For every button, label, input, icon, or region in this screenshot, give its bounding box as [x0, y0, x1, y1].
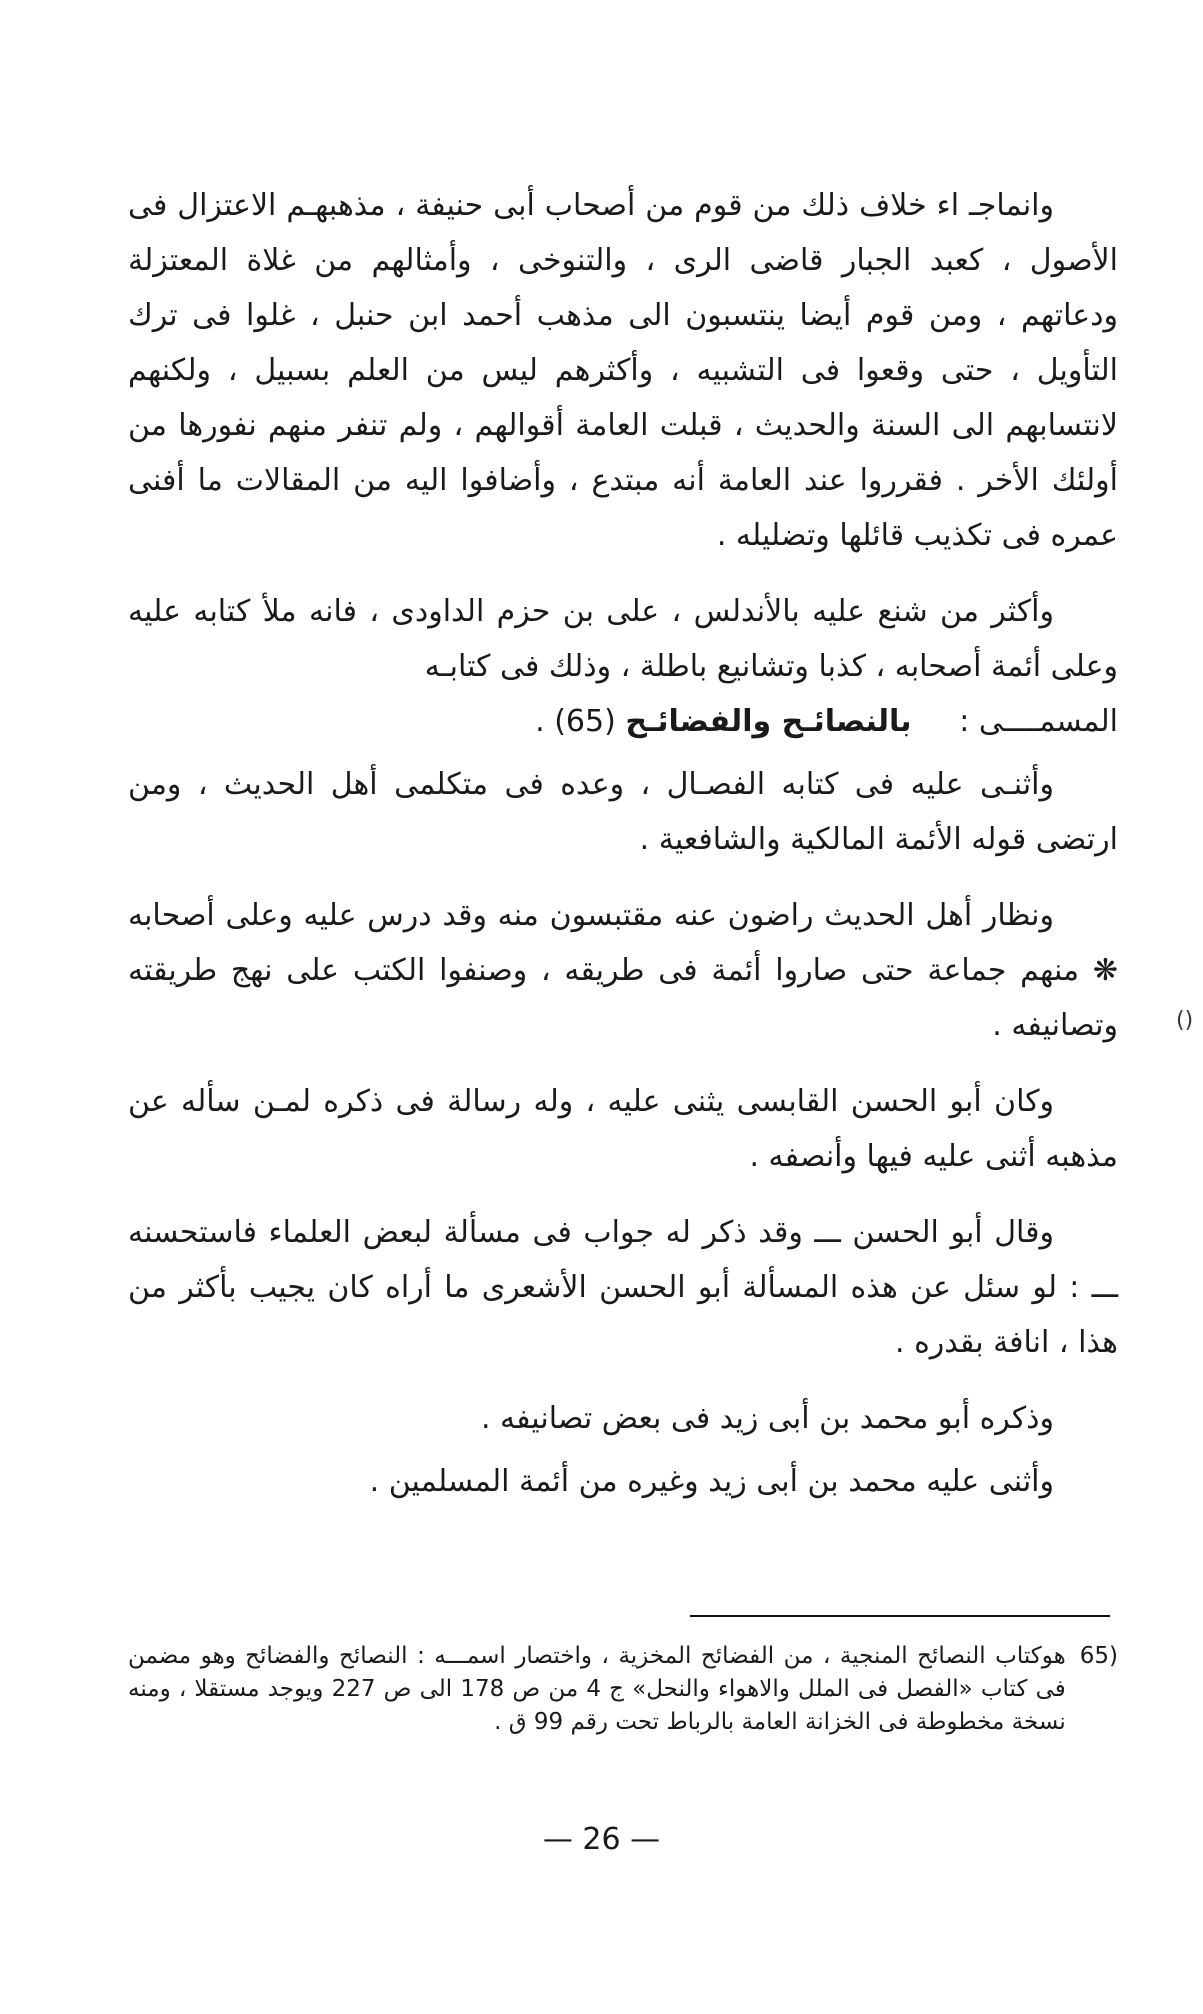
paragraph-2 — [128, 584, 1118, 749]
margin-mark: () — [1176, 1008, 1194, 1033]
paragraph-7: وذكره أبو محمد بن أبى زيد فى بعض تصانيفه . — [480, 1401, 1054, 1436]
book-title: بالنصائـح والفضائـح — [625, 704, 912, 739]
footnote-ref: (65) . — [535, 704, 616, 739]
paragraph-6: وقال أبو الحسن ـــ وقد ذكر له جواب فى مسألة لبعض العلماء فاستحسنه ـــ : لو سئل عن هذه المسألة أبو الحسن الأشعرى ما أراه كان يجيب بأكثر من هذا ، انافة بقدره . — [128, 1215, 1118, 1360]
footnote-65 — [128, 1640, 1118, 1739]
paragraph-4: ونظار أهل الحديث راضون عنه مقتبسون منه وقد درس عليه وعلى أصحابه ❋ منهم جماعة حتى صاروا أئمة فى طريقه ، وصنفوا الكتب على نهج طريقته وتصانيفه . — [128, 898, 1118, 1043]
paragraph-1: وانماجـ اء خلاف ذلك من قوم من أصحاب أبى حنيفة ، مذهبهـم الاعتزال فى الأصول ، كعبد الجبار قاضى الرى ، والتنوخى ، وأمثالهم من غلاة المعتزلة ودعاتهم ، ومن قوم أيضا ينتسبون الى مذهب أحمد ابن حنبل ، غلوا فى ترك التأويل ، حتى وقعوا فى التشبيه ، وأكثرهم ليس من العلم بسبيل ، ولكنهم لانتسابهم الى السنة والحديث ، قبلت العامة أقوالهم ، ولم تنفر منهم نفورها من أولئك الأخر . فقرروا عند العامة أنه مبتدع ، وأضافوا اليه من المقالات ما أفنى عمره فى تكذيب قائلها وتضليله . — [128, 188, 1118, 553]
paragraph-2-text: وأكثر من شنع عليه بالأندلس ، على بن حزم الداودى ، فانه ملأ كتابه عليه وعلى أئمة أصحابه ، كذبا وتشانيع باطلة ، وذلك فى كتابـه — [128, 594, 1118, 684]
paragraph-3: وأثنـى عليه فى كتابه الفصـال ، وعده فى متكلمى أهل الحديث ، ومن ارتضى قوله الأئمة المالكية والشافعية . — [128, 767, 1118, 857]
footnote-text: هوكتاب النصائح المنجية ، من الفضائح المخزية ، واختصار اسمـــه : النصائح والفضائح وهو مضمن فى كتاب «الفصل فى الملل والاهواء والنحل» ج 4 من ص 178 الى ص 227 ويوجد مستقلا ، ومنه نسخة مخطوطة فى الخزانة العامة بالرباط تحت رقم 99 ق . — [128, 1643, 1066, 1735]
footnote-number: 65) — [1079, 1643, 1118, 1669]
title-prefix: المسمــــى : — [959, 704, 1118, 739]
paragraph-8: وأثنى عليه محمد بن أبى زيد وغيره من أئمة المسلمين . — [369, 1464, 1054, 1499]
main-text — [128, 178, 1118, 1509]
footnotes — [128, 1640, 1118, 1739]
paragraph-5: وكان أبو الحسن القابسى يثنى عليه ، وله رسالة فى ذكره لمـن سأله عن مذهبه أثنى عليه فيها وأنصفه . — [128, 1084, 1118, 1174]
page-number: — 26 — — [542, 1822, 661, 1857]
footnote-separator — [690, 1615, 1110, 1617]
